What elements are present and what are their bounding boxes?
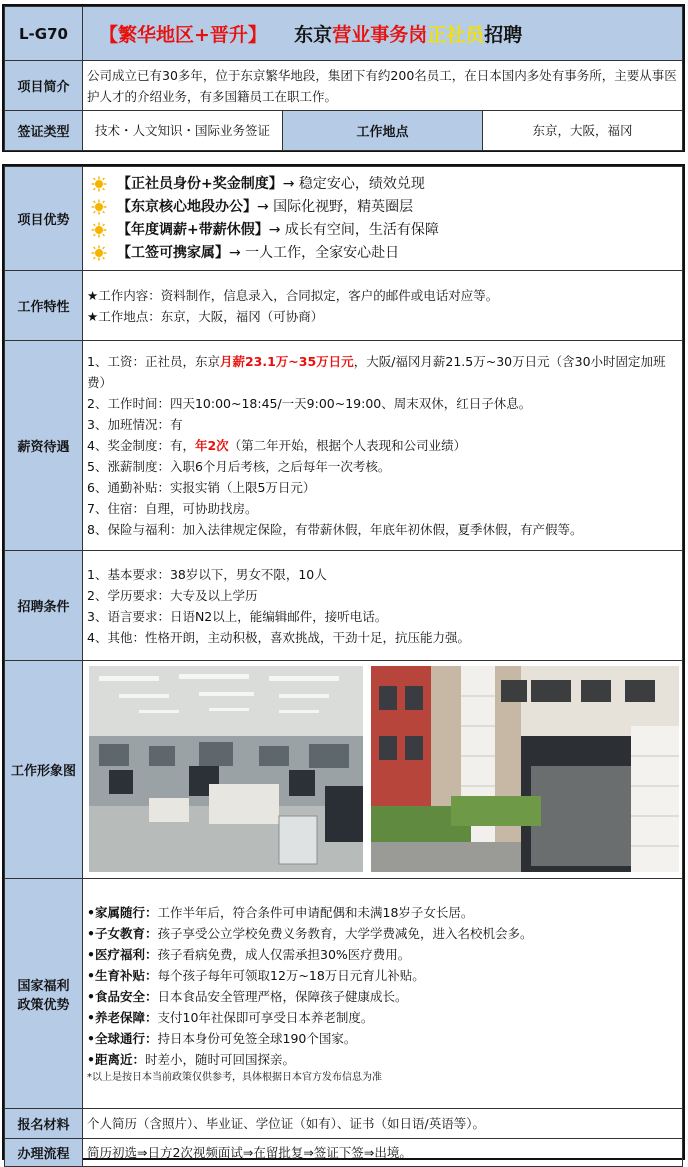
welfare-note: *以上是按日本当前政策仅供参考，具体根据日本官方发布信息为准: [87, 1071, 382, 1083]
images-label: 工作形象图: [5, 661, 83, 879]
salary-line4-a: 4、奖金制度：有，: [87, 438, 195, 453]
sun-icon: [91, 222, 107, 238]
sun-icon: [91, 176, 107, 192]
process-label: 办理流程: [5, 1139, 83, 1167]
welfare-key: •食品安全：: [87, 988, 158, 1004]
salary-highlight: 月薪23.1万~35万日元: [219, 354, 354, 369]
welfare-key: •家属随行：: [87, 904, 158, 920]
office-photo: [89, 666, 363, 872]
welfare-item: [87, 923, 678, 944]
welfare-value: 支付10年社保即可享受日本养老制度。: [157, 1009, 374, 1025]
welfare-key: •全球通行：: [87, 1030, 158, 1046]
advantage-title: 【正社员身份+奖金制度】: [117, 175, 283, 192]
welfare-value: 孩子看病免费，成人仅需承担30%医疗费用。: [157, 946, 411, 962]
welfare-value: 时差小，随时可回国探亲。: [145, 1051, 296, 1067]
welfare-key: •医疗福利：: [87, 946, 158, 962]
feature-line: ★工作地点：东京，大阪，福冈（可协商）: [87, 308, 324, 324]
welfare-label: [5, 879, 83, 1109]
title-suffix: 招聘: [484, 24, 523, 46]
intro-label: 项目简介: [5, 61, 83, 111]
salary-line: 2、工作时间：四天10:00~18:45/一天9:00~19:00、周末双休，红日子休息。: [87, 396, 532, 411]
salary-line: 3、加班情况：有: [87, 417, 183, 432]
requirements-text: [83, 551, 683, 661]
visa-label: 签证类型: [5, 111, 83, 151]
job-code: L-G70: [5, 7, 83, 61]
advantage-title: 【东京核心地段办公】: [117, 198, 257, 215]
welfare-key: •养老保障：: [87, 1009, 158, 1025]
title-role: 营业事务岗: [332, 24, 428, 46]
salary-line1-b: ，大阪/福冈月薪21.5万~30万日元（含30小时固定加班费）: [87, 354, 666, 390]
bonus-highlight: 年2次: [194, 438, 229, 453]
salary-line: [87, 435, 678, 456]
visa-value: 技术・人文知识・国际业务签证: [83, 111, 283, 151]
sun-icon: [91, 199, 107, 215]
salary-line: 5、涨薪制度：入职6个月后考核，之后每年一次考核。: [87, 459, 391, 474]
documents-value: 个人简历（含照片）、毕业证、学位证（如有）、证书（如日语/英语等）。: [83, 1109, 683, 1139]
advantage-item: [91, 173, 678, 196]
process-value: 简历初选⇒日方2次视频面试⇒在留批复⇒签证下签⇒出境。: [83, 1139, 683, 1167]
welfare-label-line1: 国家福利: [17, 978, 70, 994]
feature-line: ★工作内容：资料制作，信息录入，合同拟定，客户的邮件或电话对应等。: [87, 287, 499, 303]
salary-line: 6、通勤补贴：实报实销（上限5万日元）: [87, 480, 316, 495]
salary-line: [87, 351, 678, 393]
requirement-line: 3、语言要求：日语N2以上，能编辑邮件，接听电话。: [87, 608, 388, 624]
welfare-key: •距离近：: [87, 1051, 145, 1067]
welfare-item: [87, 944, 678, 965]
page-title: [83, 7, 683, 61]
advantages-list: [83, 167, 683, 271]
welfare-item: [87, 1028, 678, 1049]
images-cell: [83, 661, 683, 879]
welfare-label-line2: 政策优势: [17, 997, 70, 1013]
header-block: [2, 4, 685, 152]
advantage-title: 【工签可携家属】: [117, 244, 229, 261]
advantage-desc: → 一人工作，全家安心赴日: [229, 244, 400, 261]
features-label: 工作特性: [5, 271, 83, 341]
salary-line: 8、保险与福利：加入法律规定保险，有带薪休假，年底年初休假，夏季休假，有产假等。: [87, 522, 583, 537]
title-city: 东京: [294, 24, 333, 46]
main-block: [2, 164, 685, 1160]
salary-line: 7、住宿：自理，可协助找房。: [87, 501, 258, 516]
requirement-line: 1、基本要求：38岁以下，男女不限，10人: [87, 566, 327, 582]
advantage-item: [91, 196, 678, 219]
documents-label: 报名材料: [5, 1109, 83, 1139]
building-photo: [371, 666, 679, 872]
location-value: 东京，大阪，福冈: [483, 111, 683, 151]
salary-line1-a: 1、工资：正社员，东京: [87, 354, 220, 369]
requirement-line: 4、其他：性格开朗，主动积极，喜欢挑战，干劲十足，抗压能力强。: [87, 629, 470, 645]
welfare-key: •子女教育：: [87, 925, 158, 941]
location-label: 工作地点: [283, 111, 483, 151]
welfare-item: [87, 902, 678, 923]
welfare-value: 持日本身份可免签全球190个国家。: [157, 1030, 357, 1046]
advantage-title: 【年度调薪+带薪休假】: [117, 221, 269, 238]
welfare-value: 孩子享受公立学校免费义务教育，大学学费减免，进入名校机会多。: [157, 925, 533, 941]
title-status: 正社员: [427, 24, 485, 46]
welfare-value: 日本食品安全管理严格，保障孩子健康成长。: [157, 988, 408, 1004]
welfare-item: [87, 1049, 678, 1070]
salary-line4-b: （第二年开始，根据个人表现和公司业绩）: [228, 438, 467, 453]
requirement-line: 2、学历要求：大专及以上学历: [87, 587, 258, 603]
welfare-value: 每个孩子每年可领取12万~18万日元育儿补贴。: [157, 967, 425, 983]
title-tag: 【繁华地区+晋升】: [99, 24, 267, 46]
advantage-item: [91, 242, 678, 265]
sun-icon: [91, 245, 107, 261]
welfare-item: [87, 986, 678, 1007]
advantage-desc: → 成长有空间，生活有保障: [268, 221, 439, 238]
salary-text: [83, 341, 683, 551]
advantage-desc: → 稳定安心，绩效兑现: [282, 175, 425, 192]
welfare-item: [87, 965, 678, 986]
welfare-item: [87, 1007, 678, 1028]
features-text: [83, 271, 683, 341]
welfare-value: 工作半年后，符合条件可申请配偶和未满18岁子女长居。: [157, 904, 474, 920]
advantages-label: 项目优势: [5, 167, 83, 271]
salary-label: 薪资待遇: [5, 341, 83, 551]
requirements-label: 招聘条件: [5, 551, 83, 661]
welfare-list: [83, 879, 683, 1109]
welfare-key: •生育补贴：: [87, 967, 158, 983]
advantage-item: [91, 219, 678, 242]
advantage-desc: → 国际化视野，精英圈层: [257, 198, 414, 215]
intro-text: 公司成立已有30多年，位于东京繁华地段，集团下有约200名员工，在日本国内多处有事务所，主要从事医护人才的介绍业务，有多国籍员工在职工作。: [83, 61, 683, 111]
